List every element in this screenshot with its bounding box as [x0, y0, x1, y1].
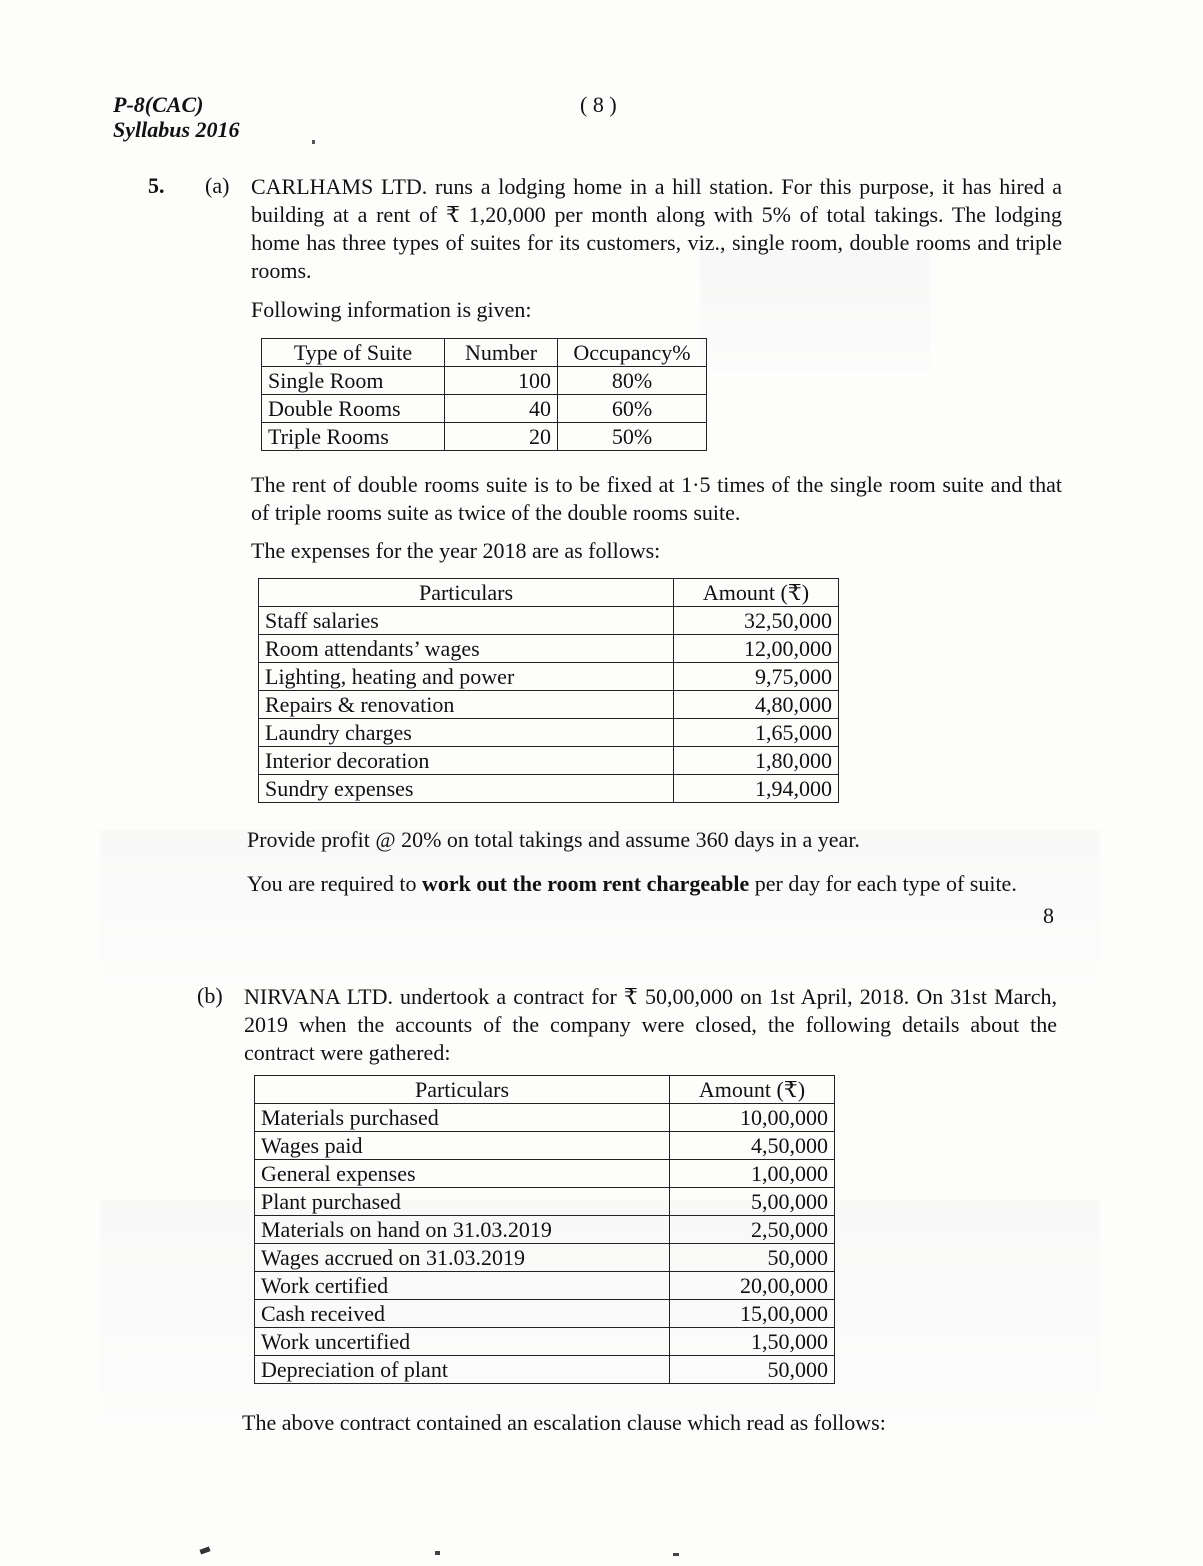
question-number: 5.: [148, 173, 165, 198]
profit-note: Provide profit @ 20% on total takings and assume 360 days in a year.: [247, 827, 860, 852]
table-cell: 1,94,000: [674, 775, 839, 803]
table-cell: 9,75,000: [674, 663, 839, 691]
table-header-row: [262, 339, 707, 367]
table-row: [255, 1272, 835, 1300]
table-cell: Plant purchased: [255, 1188, 670, 1216]
table-cell: 4,50,000: [670, 1132, 835, 1160]
contract-table: [254, 1075, 835, 1384]
table-cell: 4,80,000: [674, 691, 839, 719]
paper-code: P-8(CAC): [113, 92, 204, 117]
table-cell: Wages paid: [255, 1132, 670, 1160]
table-cell: Materials purchased: [255, 1104, 670, 1132]
table-row: [262, 367, 707, 395]
suite-table: [261, 338, 707, 451]
table-cell: 100: [445, 367, 558, 395]
table-row: [262, 423, 707, 451]
table-cell: Single Room: [262, 367, 445, 395]
escalation-line: The above contract contained an escalation clause which read as follows:: [242, 1410, 886, 1435]
table-row: [259, 747, 839, 775]
table-row: [262, 395, 707, 423]
table-cell: Room attendants’ wages: [259, 635, 674, 663]
scan-speck: [673, 1553, 679, 1556]
table-cell: 1,00,000: [670, 1160, 835, 1188]
column-header: Amount (₹): [670, 1076, 835, 1104]
table-cell: 50%: [558, 423, 707, 451]
table-cell: General expenses: [255, 1160, 670, 1188]
table-cell: Sundry expenses: [259, 775, 674, 803]
table-cell: Depreciation of plant: [255, 1356, 670, 1384]
table-header-row: [259, 579, 839, 607]
table-row: [255, 1104, 835, 1132]
syllabus-label: Syllabus 2016: [113, 117, 240, 142]
column-header: Particulars: [255, 1076, 670, 1104]
table-cell: 20: [445, 423, 558, 451]
table-row: [259, 663, 839, 691]
table-cell: 12,00,000: [674, 635, 839, 663]
table-row: [255, 1132, 835, 1160]
part-a-label: (a): [205, 173, 230, 198]
column-header: Particulars: [259, 579, 674, 607]
table-cell: Laundry charges: [259, 719, 674, 747]
scan-speck: [312, 140, 315, 144]
table-row: [255, 1356, 835, 1384]
table-row: [255, 1160, 835, 1188]
column-header: Occupancy%: [558, 339, 707, 367]
table-cell: Staff salaries: [259, 607, 674, 635]
table-cell: Repairs & renovation: [259, 691, 674, 719]
required-text: per day for each type of suite.: [749, 871, 1017, 896]
marks: 8: [1043, 903, 1054, 928]
table-cell: 40: [445, 395, 558, 423]
required-emphasis: work out the room rent chargeable: [421, 871, 750, 896]
required-text: You are required to: [247, 871, 422, 896]
table-cell: 20,00,000: [670, 1272, 835, 1300]
scan-speck: [199, 1546, 210, 1554]
table-cell: 50,000: [670, 1356, 835, 1384]
table-cell: 10,00,000: [670, 1104, 835, 1132]
column-header: Number: [445, 339, 558, 367]
table-cell: 50,000: [670, 1244, 835, 1272]
table-row: [255, 1328, 835, 1356]
page-number: ( 8 ): [580, 92, 617, 117]
table-row: [259, 607, 839, 635]
table-header-row: [255, 1076, 835, 1104]
table-cell: Work uncertified: [255, 1328, 670, 1356]
table-row: [255, 1188, 835, 1216]
table-row: [259, 635, 839, 663]
table-row: [255, 1300, 835, 1328]
column-header: Type of Suite: [262, 339, 445, 367]
part-b-label: (b): [197, 983, 223, 1008]
table-cell: 80%: [558, 367, 707, 395]
table-cell: 1,80,000: [674, 747, 839, 775]
table-cell: 60%: [558, 395, 707, 423]
table-cell: 1,50,000: [670, 1328, 835, 1356]
table-cell: Double Rooms: [262, 395, 445, 423]
column-header: Amount (₹): [674, 579, 839, 607]
table-row: [255, 1216, 835, 1244]
table-cell: 2,50,000: [670, 1216, 835, 1244]
table-cell: 1,65,000: [674, 719, 839, 747]
expenses-line: The expenses for the year 2018 are as follows:: [251, 538, 661, 563]
table-cell: Lighting, heating and power: [259, 663, 674, 691]
table-row: [259, 691, 839, 719]
part-a-intro: CARLHAMS LTD. runs a lodging home in a hill station. For this purpose, it has hired a building at a rent of ₹ 1,20,000 per month along with 5% of total takings. The lodging home has three types of suites for its customers, viz., single room, double rooms and triple rooms.: [251, 174, 1062, 283]
table-cell: Interior decoration: [259, 747, 674, 775]
part-b-intro: NIRVANA LTD. undertook a contract for ₹ 50,00,000 on 1st April, 2018. On 31st March, 2019 when the accounts of the company were closed, the following details about the contract were gathered:: [244, 984, 1057, 1065]
expense-table: [258, 578, 839, 803]
table-cell: Work certified: [255, 1272, 670, 1300]
table-row: [255, 1244, 835, 1272]
table-cell: Cash received: [255, 1300, 670, 1328]
rent-note: The rent of double rooms suite is to be fixed at 1·5 times of the single room suite and that of triple rooms suite as twice of the double rooms suite.: [251, 472, 1062, 525]
table-cell: 5,00,000: [670, 1188, 835, 1216]
table-cell: 32,50,000: [674, 607, 839, 635]
part-a-info-line: Following information is given:: [251, 297, 532, 322]
table-cell: Triple Rooms: [262, 423, 445, 451]
table-row: [259, 775, 839, 803]
scan-speck: [435, 1551, 440, 1555]
table-cell: Materials on hand on 31.03.2019: [255, 1216, 670, 1244]
table-cell: Wages accrued on 31.03.2019: [255, 1244, 670, 1272]
required-instruction: [247, 870, 1058, 898]
table-cell: 15,00,000: [670, 1300, 835, 1328]
table-row: [259, 719, 839, 747]
